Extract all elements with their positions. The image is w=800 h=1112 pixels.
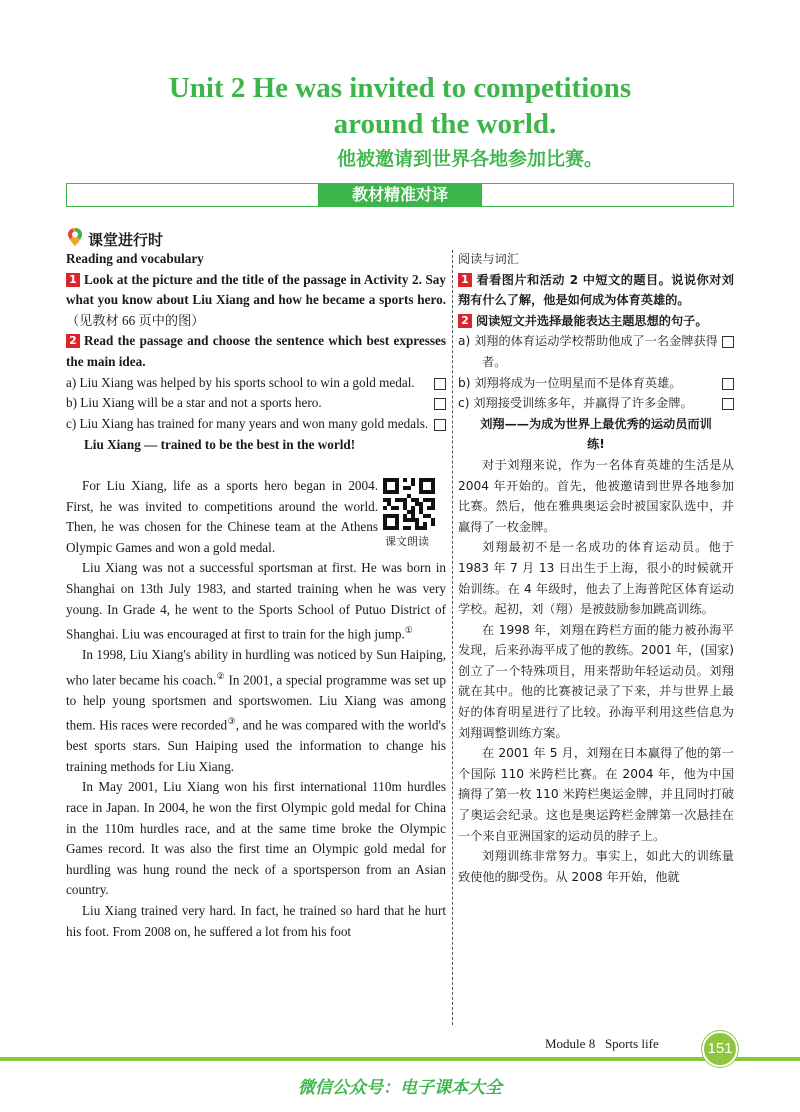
chinese-task1: 1 看看图片和活动 2 中短文的题目。说说你对刘翔有什么了解，他是如何成为体育英雄的。 — [458, 272, 734, 308]
qr-code-icon[interactable] — [383, 478, 435, 530]
page-number: 151 — [702, 1031, 738, 1067]
watermark: 微信公众号：电子课本大全 — [298, 1078, 502, 1098]
footnote-3: ③ — [227, 716, 236, 727]
footnote-2: ② — [216, 670, 225, 681]
option-b-checkbox-zh[interactable] — [722, 378, 734, 390]
english-paragraph-2: Liu Xiang was not a successful sportsman at first. He was born in Shanghai on 13th July 1983, and started training when he was very young. In Grade 4, he went to the Sports School of Putuo District of Shanghai. Liu was encouraged at first to train for the high jump.① — [66, 560, 446, 642]
english-paragraph-1: For Liu Xiang, life as a sports hero began in 2004. First, he was invited to competitions around the world. Then, he was chosen for the Chinese team at the Athens Olympic Games and won a gold medal. — [66, 477, 378, 555]
footnote-1: ① — [404, 625, 413, 636]
unit-title-line2: around the world. — [333, 108, 557, 140]
chinese-paragraph-1: 对于刘翔来说，作为一名体育英雄的生活是从 2004 年开始的。首先，他被邀请到世界各地参加比赛。然后，他在雅典奥运会时被国家队选中，并赢得了一枚金牌。 — [458, 457, 734, 534]
task2-badge-zh: 2 — [458, 314, 472, 328]
column-divider — [452, 250, 453, 1025]
chinese-paragraph-2: 刘翔最初不是一名成功的体育运动员。他于 1983 年 7 月 13 日出生于上海，很小的时候就开始训练。在 4 年级时，他去了上海普陀区体育运动学校。起初，刘（翔）是被鼓励参加跳高训练。 — [458, 540, 734, 617]
english-option-b: b) Liu Xiang will be a star and not a sports hero. — [66, 393, 446, 414]
english-task2: 2 Read the passage and choose the sentence which best expresses the main idea. — [66, 333, 446, 369]
english-option-a: a) Liu Xiang was helped by his sports school to win a gold medal. — [66, 373, 446, 394]
english-task1: 1 Look at the picture and the title of the passage in Activity 2. Say what you know about Liu Xiang and how he became a sports hero.（见教材 66 页中的图） — [66, 271, 446, 328]
chinese-option-b: b) 刘翔将成为一位明星而不是体育英雄。 — [458, 373, 734, 394]
footer-module: Module 8 Sports life — [545, 1036, 659, 1051]
chinese-passage-title: 刘翔——为成为世界上最优秀的运动员而训练! — [480, 416, 712, 452]
task1-badge-zh: 1 — [458, 273, 472, 287]
section-heading — [66, 227, 163, 251]
task2-badge: 2 — [66, 334, 80, 348]
english-heading: Reading and vocabulary — [66, 251, 204, 266]
english-option-c: c) Liu Xiang has trained for many years and won many gold medals. — [66, 414, 446, 435]
chinese-paragraph-5: 刘翔训练非常努力。事实上，如此大的训练量致使他的脚受伤。从 2008 年开始，他就 — [458, 849, 734, 884]
chinese-paragraph-3: 在 1998 年，刘翔在跨栏方面的能力被孙海平发现，后来孙海平成了他的教练。2001 年，(国家) 创立了一个特殊项目，用来帮助年轻运动员。刘翔就在其中。他的比赛被记录了下来，并与世界上最好的体育明星进行了比较。孙海平利用这些信息为刘翔调整训练方案。 — [458, 622, 734, 740]
option-b-checkbox[interactable] — [434, 398, 446, 410]
chinese-option-c: c) 刘翔接受训练多年，并赢得了许多金牌。 — [458, 393, 734, 414]
option-c-checkbox-zh[interactable] — [722, 398, 734, 410]
section-banner: 教材精准对译 — [318, 183, 482, 207]
chinese-paragraph-4: 在 2001 年 5 月，刘翔在日本赢得了他的第一个国际 110 米跨栏比赛。在 2004 年，他为中国摘得了第一枚 110 米跨栏奥运金牌，并且同时打破了奥运会纪录。这也是奥运跨栏金牌第一次悬挂在一个来自亚洲国家的运动员的脖子上。 — [458, 746, 734, 843]
option-a-checkbox-zh[interactable] — [722, 336, 734, 348]
english-column — [66, 249, 446, 942]
chinese-column — [458, 249, 734, 887]
location-pin-icon — [66, 227, 84, 251]
english-passage-title: Liu Xiang — trained to be the best in the world! — [84, 437, 356, 453]
english-paragraph-5: Liu Xiang trained very hard. In fact, he trained so hard that he hurt his foot. From 2008 on, he suffered a lot from his foot — [66, 902, 446, 939]
section-label: 课堂进行时 — [88, 230, 164, 249]
chinese-heading: 阅读与词汇 — [458, 252, 519, 266]
unit-title-zh: 他被邀请到世界各地参加比赛。 — [336, 148, 603, 170]
qr-code-label: 课文朗读 — [385, 535, 429, 548]
english-paragraph-4: In May 2001, Liu Xiang won his first international 110m hurdles race in Japan. In 2004, he won the first Olympic gold medal for China in the 110m hurdles race, and at the same time broke the Olympic Games record. It was also the first time an Olympic gold medal for hurdling was hung round the neck of a sportsperson from an Asian country. — [66, 779, 446, 898]
unit-title-line1: Unit 2 He was invited to competitions — [168, 72, 632, 104]
task1-badge: 1 — [66, 273, 80, 287]
footer-rule — [0, 1057, 800, 1061]
option-c-checkbox[interactable] — [434, 419, 446, 431]
option-a-checkbox[interactable] — [434, 378, 446, 390]
chinese-task2: 2 阅读短文并选择最能表达主题思想的句子。 — [458, 311, 734, 332]
chinese-option-a: a) 刘翔的体育运动学校帮助他成了一名金牌获得者。 — [458, 331, 734, 372]
english-paragraph-3: In 1998, Liu Xiang's ability in hurdling was noticed by Sun Haiping, who later became his coach.② In 2001, a special programme was set up to help young sportsmen and sportswomen. Liu Xiang was among them. His races were recorded③, and he was compared with the world's best sports stars. Sun Haiping used the information to change his training methods for Liu Xiang. — [66, 647, 446, 774]
